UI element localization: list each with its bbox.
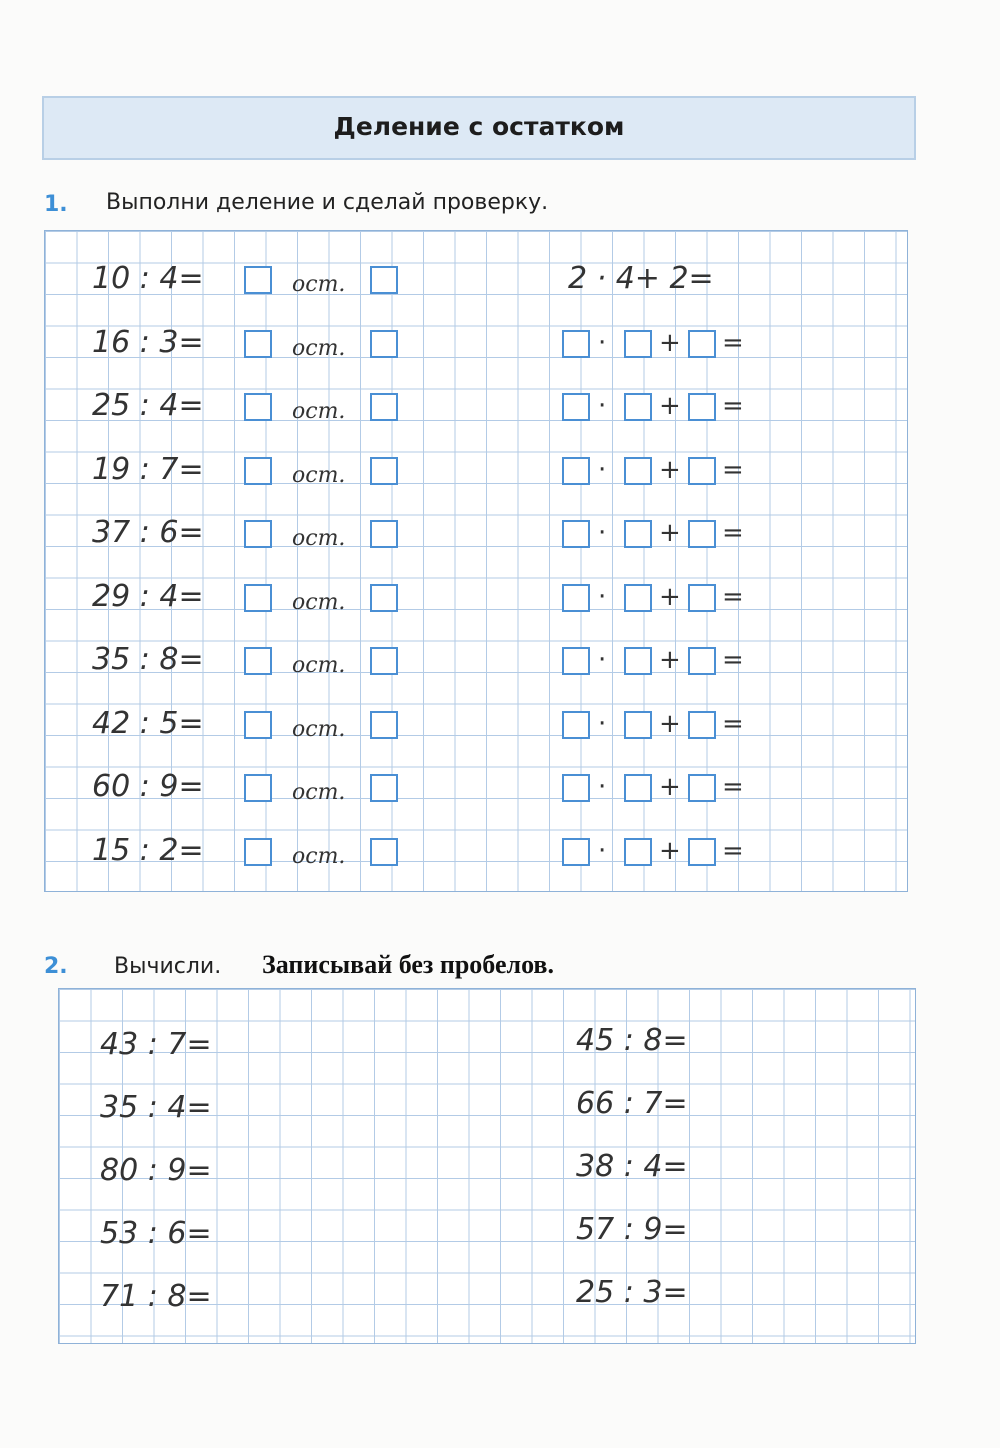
check-remainder-box[interactable]: [688, 393, 716, 421]
remainder-box[interactable]: [370, 711, 398, 739]
multiply-sign: ·: [598, 391, 607, 421]
remainder-label: ост.: [292, 526, 346, 551]
remainder-box[interactable]: [370, 774, 398, 802]
check-factor-box[interactable]: [562, 520, 590, 548]
quotient-box[interactable]: [244, 647, 272, 675]
check-factor-box[interactable]: [562, 647, 590, 675]
remainder-label: ост.: [292, 844, 346, 869]
division-expression: 37 : 6=: [92, 515, 204, 550]
quotient-box[interactable]: [244, 520, 272, 548]
division-expression: 16 : 3=: [92, 325, 204, 360]
remainder-label: ост.: [292, 399, 346, 424]
task2-expression-left: 71 : 8=: [100, 1279, 212, 1314]
equals-sign: =: [722, 518, 744, 548]
equals-sign: =: [722, 772, 744, 802]
equals-sign: =: [722, 328, 744, 358]
title-banner: [42, 96, 916, 160]
division-expression: 42 : 5=: [92, 706, 204, 741]
multiply-sign: ·: [598, 582, 607, 612]
task2-expression-right: 45 : 8=: [576, 1023, 688, 1058]
multiply-sign: ·: [598, 645, 607, 675]
quotient-box[interactable]: [244, 774, 272, 802]
plus-sign: +: [659, 772, 681, 802]
remainder-box[interactable]: [370, 647, 398, 675]
check-divisor-box[interactable]: [624, 838, 652, 866]
check-factor-box[interactable]: [562, 838, 590, 866]
check-example: 2 · 4+ 2=: [568, 261, 714, 296]
check-factor-box[interactable]: [562, 774, 590, 802]
remainder-label: ост.: [292, 653, 346, 678]
task2-expression-left: 80 : 9=: [100, 1153, 212, 1188]
remainder-box[interactable]: [370, 584, 398, 612]
check-remainder-box[interactable]: [688, 330, 716, 358]
check-factor-box[interactable]: [562, 711, 590, 739]
multiply-sign: ·: [598, 518, 607, 548]
check-remainder-box[interactable]: [688, 647, 716, 675]
check-remainder-box[interactable]: [688, 711, 716, 739]
division-expression: 35 : 8=: [92, 642, 204, 677]
equals-sign: =: [722, 709, 744, 739]
equals-sign: =: [722, 391, 744, 421]
remainder-label: ост.: [292, 780, 346, 805]
remainder-label: ост.: [292, 590, 346, 615]
quotient-box[interactable]: [244, 330, 272, 358]
check-factor-box[interactable]: [562, 584, 590, 612]
quotient-box[interactable]: [244, 838, 272, 866]
check-remainder-box[interactable]: [688, 457, 716, 485]
check-factor-box[interactable]: [562, 457, 590, 485]
plus-sign: +: [659, 455, 681, 485]
plus-sign: +: [659, 645, 681, 675]
task2-instruction: Вычисли.: [114, 954, 222, 979]
check-divisor-box[interactable]: [624, 774, 652, 802]
quotient-box[interactable]: [244, 584, 272, 612]
check-remainder-box[interactable]: [688, 520, 716, 548]
task2-expression-right: 38 : 4=: [576, 1149, 688, 1184]
multiply-sign: ·: [598, 836, 607, 866]
quotient-box[interactable]: [244, 266, 272, 294]
remainder-box[interactable]: [370, 393, 398, 421]
multiply-sign: ·: [598, 328, 607, 358]
quotient-box[interactable]: [244, 457, 272, 485]
plus-sign: +: [659, 709, 681, 739]
plus-sign: +: [659, 582, 681, 612]
multiply-sign: ·: [598, 455, 607, 485]
division-expression: 19 : 7=: [92, 452, 204, 487]
check-factor-box[interactable]: [562, 393, 590, 421]
check-divisor-box[interactable]: [624, 711, 652, 739]
task2-expression-left: 35 : 4=: [100, 1090, 212, 1125]
check-divisor-box[interactable]: [624, 457, 652, 485]
check-factor-box[interactable]: [562, 330, 590, 358]
check-divisor-box[interactable]: [624, 393, 652, 421]
plus-sign: +: [659, 518, 681, 548]
task2-expression-left: 43 : 7=: [100, 1027, 212, 1062]
remainder-box[interactable]: [370, 266, 398, 294]
quotient-box[interactable]: [244, 393, 272, 421]
quotient-box[interactable]: [244, 711, 272, 739]
task2-expression-right: 66 : 7=: [576, 1086, 688, 1121]
plus-sign: +: [659, 836, 681, 866]
equals-sign: =: [722, 645, 744, 675]
check-divisor-box[interactable]: [624, 647, 652, 675]
multiply-sign: ·: [598, 772, 607, 802]
page-title: Деление с остатком: [333, 112, 625, 141]
task1-number: 1.: [44, 192, 68, 217]
check-remainder-box[interactable]: [688, 584, 716, 612]
division-expression: 15 : 2=: [92, 833, 204, 868]
task2-note: Записывай без пробелов.: [262, 950, 554, 979]
task2-expression-right: 25 : 3=: [576, 1275, 688, 1310]
task1-instruction: Выполни деление и сделай проверку.: [106, 190, 549, 215]
plus-sign: +: [659, 328, 681, 358]
task2-expression-right: 57 : 9=: [576, 1212, 688, 1247]
remainder-label: ост.: [292, 717, 346, 742]
division-expression: 29 : 4=: [92, 579, 204, 614]
remainder-box[interactable]: [370, 457, 398, 485]
remainder-label: ост.: [292, 272, 346, 297]
multiply-sign: ·: [598, 709, 607, 739]
remainder-box[interactable]: [370, 838, 398, 866]
task2-number: 2.: [44, 954, 68, 979]
remainder-label: ост.: [292, 336, 346, 361]
check-remainder-box[interactable]: [688, 838, 716, 866]
check-divisor-box[interactable]: [624, 520, 652, 548]
plus-sign: +: [659, 391, 681, 421]
division-expression: 10 : 4=: [92, 261, 204, 296]
division-expression: 60 : 9=: [92, 769, 204, 804]
equals-sign: =: [722, 836, 744, 866]
equals-sign: =: [722, 455, 744, 485]
check-remainder-box[interactable]: [688, 774, 716, 802]
remainder-label: ост.: [292, 463, 346, 488]
remainder-box[interactable]: [370, 330, 398, 358]
check-divisor-box[interactable]: [624, 584, 652, 612]
remainder-box[interactable]: [370, 520, 398, 548]
check-divisor-box[interactable]: [624, 330, 652, 358]
task2-expression-left: 53 : 6=: [100, 1216, 212, 1251]
division-expression: 25 : 4=: [92, 388, 204, 423]
equals-sign: =: [722, 582, 744, 612]
